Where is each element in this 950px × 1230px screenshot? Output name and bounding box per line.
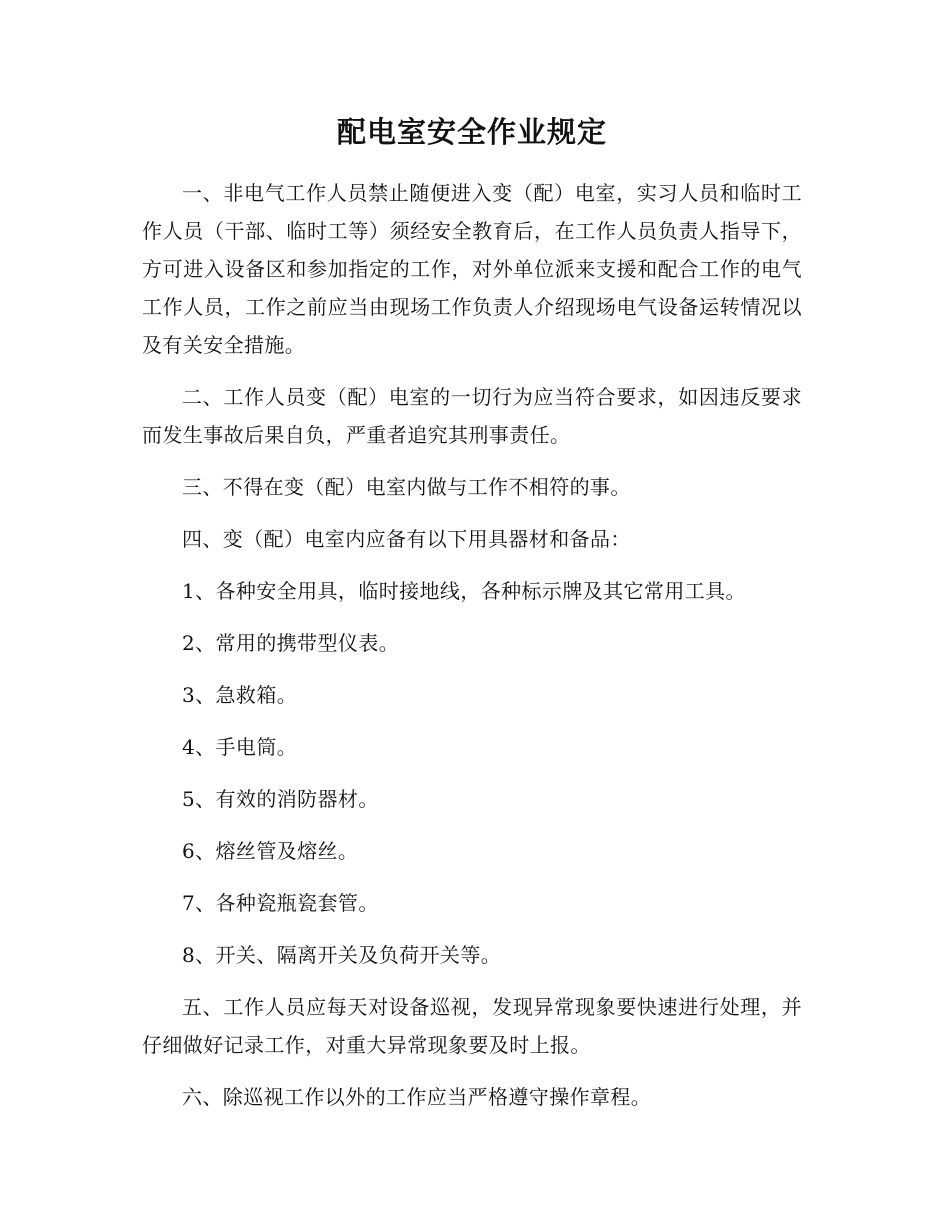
- list-item-3: 3、急救箱。: [182, 683, 298, 707]
- list-item-8: 8、开关、隔离开关及负荷开关等。: [182, 943, 502, 967]
- list-item-6: 6、熔丝管及熔丝。: [182, 839, 359, 863]
- list-item-5: 5、有效的消防器材。: [182, 787, 379, 811]
- list-item-7: 7、各种瓷瓶瓷套管。: [182, 891, 379, 915]
- paragraph-3: 三、不得在变（配）电室内做与工作不相符的事。: [182, 475, 631, 499]
- list-item-1: 1、各种安全用具，临时接地线，各种标示牌及其它常用工具。: [182, 579, 746, 603]
- paragraph-2: 二、工作人员变（配）电室的一切行为应当符合要求，如因违反要求而发生事故后果自负，严重者追究其刑事责任。: [142, 385, 802, 447]
- paragraph-4: 四、变（配）电室内应备有以下用具器材和备品：: [182, 527, 631, 551]
- paragraph-5: 五、工作人员应每天对设备巡视，发现异常现象要快速进行处理，并仔细做好记录工作，对重大异常现象要及时上报。: [142, 995, 802, 1057]
- document-page: [142, 112, 802, 1130]
- list-item-2: 2、常用的携带型仪表。: [182, 631, 400, 655]
- paragraph-6: 六、除巡视工作以外的工作应当严格遵守操作章程。: [182, 1085, 652, 1109]
- document-title: 配电室安全作业规定: [336, 115, 607, 149]
- paragraph-1: 一、非电气工作人员禁止随便进入变（配）电室，实习人员和临时工作人员（干部、临时工等）须经安全教育后，在工作人员负责人指导下，方可进入设备区和参加指定的工作，对外单位派来支援和配合工作的电气工作人员，工作之前应当由现场工作负责人介绍现场电气设备运转情况以及有关安全措施。: [142, 181, 802, 357]
- list-item-4: 4、手电筒。: [182, 735, 298, 759]
